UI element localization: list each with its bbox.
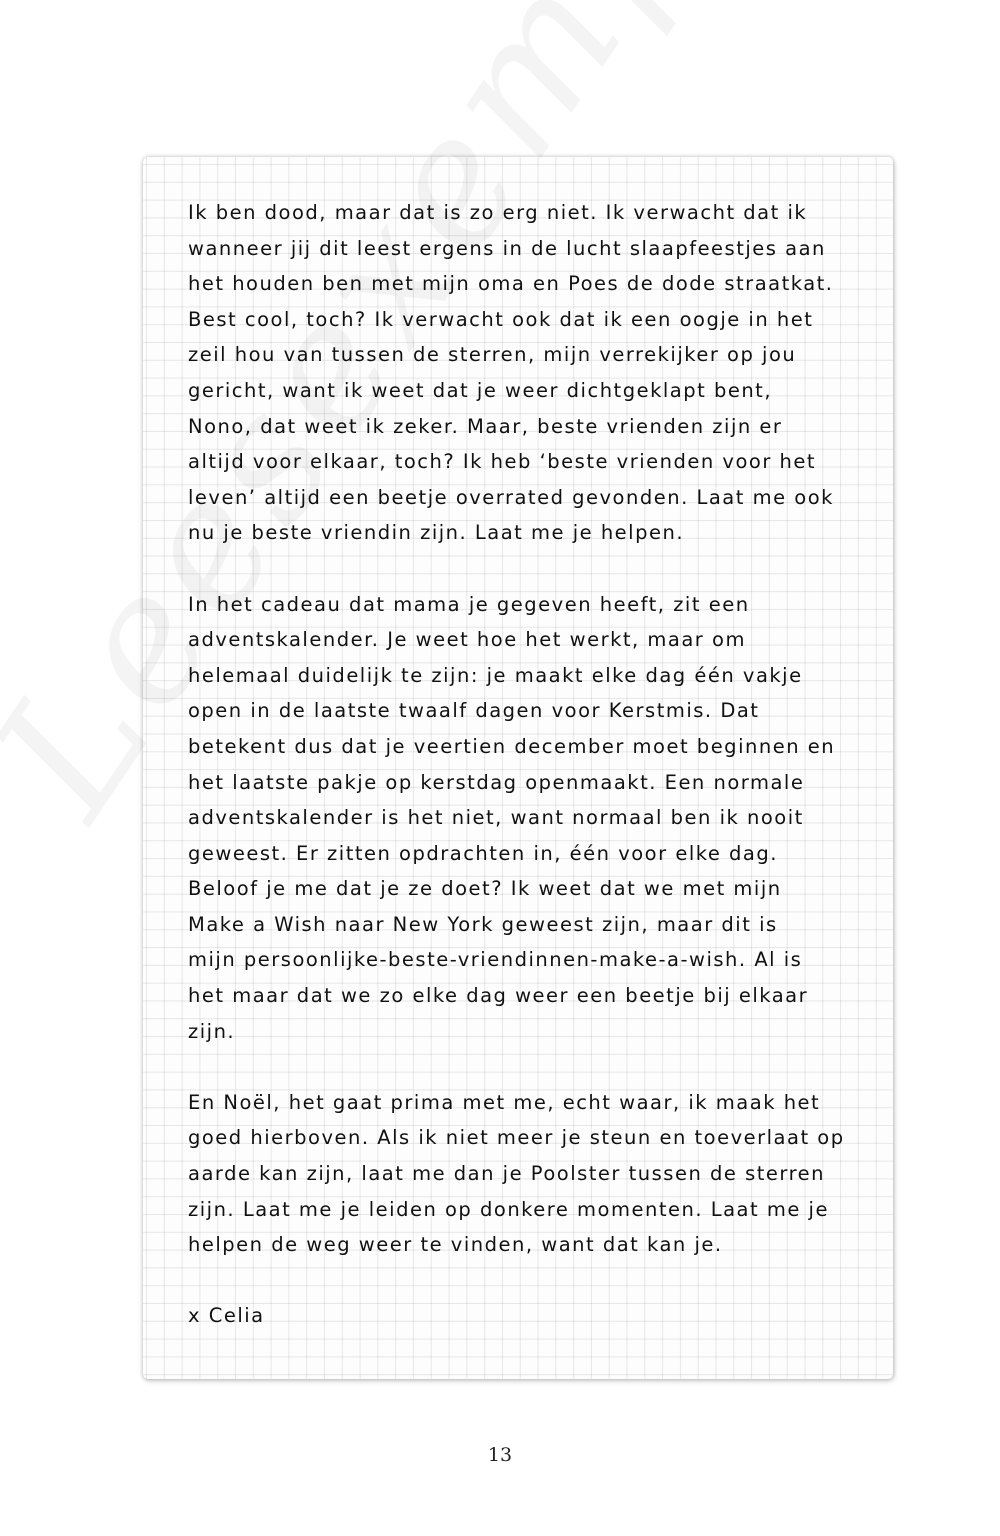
paragraph-3 xyxy=(188,1085,878,1263)
text-line: geweest. Er zitten opdrachten in, één voor elke dag. xyxy=(188,841,778,865)
page-number: 13 xyxy=(487,1444,513,1466)
text-line: In het cadeau dat mama je gegeven heeft, zit een xyxy=(188,592,750,616)
text-line: leven’ altijd een beetje overrated gevonden. Laat me ook xyxy=(188,485,834,509)
text-line: helemaal duidelijk te zijn: je maakt elke dag één vakje xyxy=(188,663,803,687)
text-line: Nono, dat weet ik zeker. Maar, beste vrienden zijn er xyxy=(188,414,783,438)
text-line: adventskalender is het niet, want normaal ben ik nooit xyxy=(188,806,804,830)
text-line: zijn. Laat me je leiden op donkere momenten. Laat me je xyxy=(188,1197,829,1221)
text-line: Ik ben dood, maar dat is zo erg niet. Ik verwacht dat ik xyxy=(188,201,808,224)
text-line: Best cool, toch? Ik verwacht ook dat ik een oogje in het xyxy=(188,307,814,331)
text-line: adventskalender. Je weet hoe het werkt, maar om xyxy=(188,628,746,652)
text-line: open in de laatste twaalf dagen voor Kerstmis. Dat xyxy=(188,699,760,723)
paragraph-1 xyxy=(188,195,878,551)
signature: x Celia xyxy=(188,1304,265,1328)
text-line: mijn persoonlijke-beste-vriendinnen-make-a-wish. Al is xyxy=(188,948,803,972)
text-line: Beloof je me dat je ze doet? Ik weet dat we met mijn xyxy=(188,877,782,901)
text-line: het maar dat we zo elke dag weer een beetje bij elkaar xyxy=(188,984,809,1008)
text-line: Make a Wish naar New York geweest zijn, maar dit is xyxy=(188,912,778,936)
text-line: nu je beste vriendin zijn. Laat me je helpen. xyxy=(188,521,685,545)
text-line: En Noël, het gaat prima met me, echt waar, ik maak het xyxy=(188,1090,821,1114)
paragraph-2 xyxy=(188,587,878,1050)
text-line: het houden ben met mijn oma en Poes de dode straatkat. xyxy=(188,272,834,296)
letter-card xyxy=(143,157,893,1379)
text-line: goed hierboven. Als ik niet meer je steun en toeverlaat op xyxy=(188,1126,845,1150)
text-line: altijd voor elkaar, toch? Ik heb ‘beste vrienden voor het xyxy=(188,450,817,474)
text-line: zeil hou van tussen de sterren, mijn verrekijker op jou xyxy=(188,343,797,367)
letter-text xyxy=(188,195,878,1334)
text-line: gericht, want ik weet dat je weer dichtgeklapt bent, xyxy=(188,378,773,402)
text-line: helpen de weg weer te vinden, want dat kan je. xyxy=(188,1233,723,1257)
text-line: aarde kan zijn, laat me dan je Poolster tussen de sterren xyxy=(188,1162,826,1186)
text-line: het laatste pakje op kerstdag openmaakt. Een normale xyxy=(188,770,805,794)
text-line: wanneer jij dit leest ergens in de lucht slaapfeestjes aan xyxy=(188,236,826,260)
text-line: zijn. xyxy=(188,1019,236,1043)
text-line: betekent dus dat je veertien december moet beginnen en xyxy=(188,734,836,758)
